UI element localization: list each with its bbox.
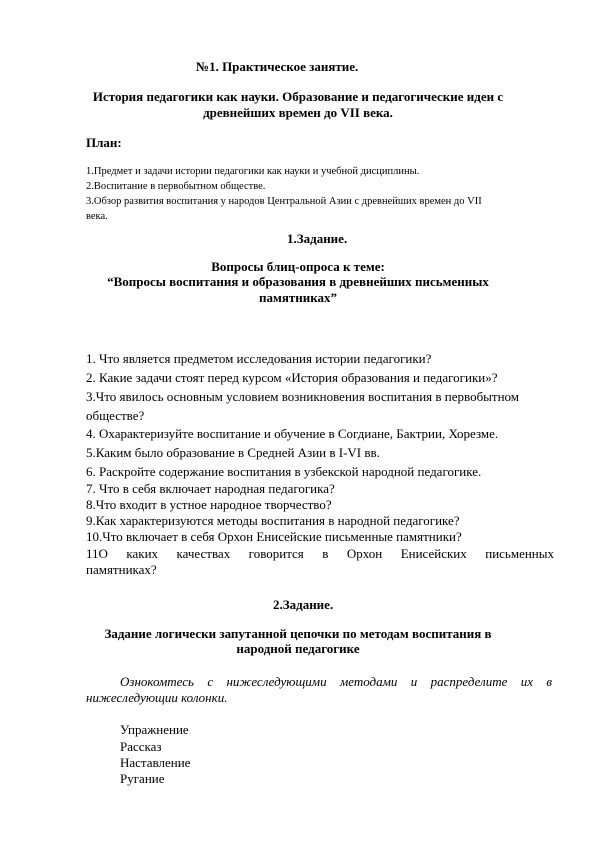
plan-item: 3.Обзор развития воспитания у народов Центральной Азии с древнейших времен до VII <box>86 196 482 207</box>
topic-line-2: древнейших времен до VII века. <box>203 105 393 120</box>
task2-instruction: нижеследующии колонки. <box>86 690 228 705</box>
question-item: обществе? <box>86 408 145 423</box>
question-item: 6. Раскройте содержание воспитания в узбекской народной педагогике. <box>86 464 482 479</box>
plan-heading: План: <box>86 135 122 150</box>
question-item: 9.Как характеризуются методы воспитания в народной педагогике? <box>86 513 460 528</box>
question-item: 8.Что входит в устное народное творчество? <box>86 497 332 512</box>
task2-heading: 2.Задание. <box>273 597 334 612</box>
method-item: Наставление <box>120 755 191 770</box>
method-item: Упражнение <box>120 722 189 737</box>
task2-subheading-line-1: Задание логически запутанной цепочки по методам воспитания в <box>104 626 492 641</box>
question-item: 1. Что является предметом исследования истории педагогики? <box>86 351 432 366</box>
topic-line-1: История педагогики как науки. Образование и педагогические идеи с <box>92 89 504 104</box>
plan-item: 2.Воспитание в первобытном обществе. <box>86 181 266 192</box>
method-item: Ругание <box>120 771 165 786</box>
method-item: Рассказ <box>120 739 162 754</box>
question-item: памятниках? <box>86 562 157 577</box>
question-item: 3.Что явилось основным условием возникновения воспитания в первобытном <box>86 389 520 404</box>
question-item: 4. Охарактеризуйте воспитание и обучение в Согдиане, Бактрии, Хорезме. <box>86 426 499 441</box>
question-item: 5.Каким было образование в Средней Азии в I-VI вв. <box>86 445 380 460</box>
question-item: 2. Какие задачи стоят перед курсом «История образования и педагогики»? <box>86 370 498 385</box>
plan-item: века. <box>86 211 108 222</box>
task1-subheading: Вопросы блиц-опроса к теме: <box>211 259 385 274</box>
task2-subheading-line-2: народной педагогике <box>236 641 360 656</box>
plan-item: 1.Предмет и задачи истории педагогики как науки и учебной дисциплины. <box>86 166 420 177</box>
task1-topic-line-1: “Вопросы воспитания и образования в древнейших письменных <box>107 274 489 289</box>
question-item: 10.Что включает в себя Орхон Енисейские письменные памятники? <box>86 529 462 544</box>
task2-instruction: Ознокомтесь с нижеследующими методами и распределите их в <box>120 674 552 689</box>
question-item: 11О каких качествах говорится в Орхон Енисейских письменных <box>86 546 554 561</box>
page-title: №1. Практическое занятие. <box>196 59 359 74</box>
task1-topic-line-2: памятниках” <box>258 290 338 305</box>
task1-heading: 1.Задание. <box>287 231 348 246</box>
question-item: 7. Что в себя включает народная педагогика? <box>86 481 335 496</box>
